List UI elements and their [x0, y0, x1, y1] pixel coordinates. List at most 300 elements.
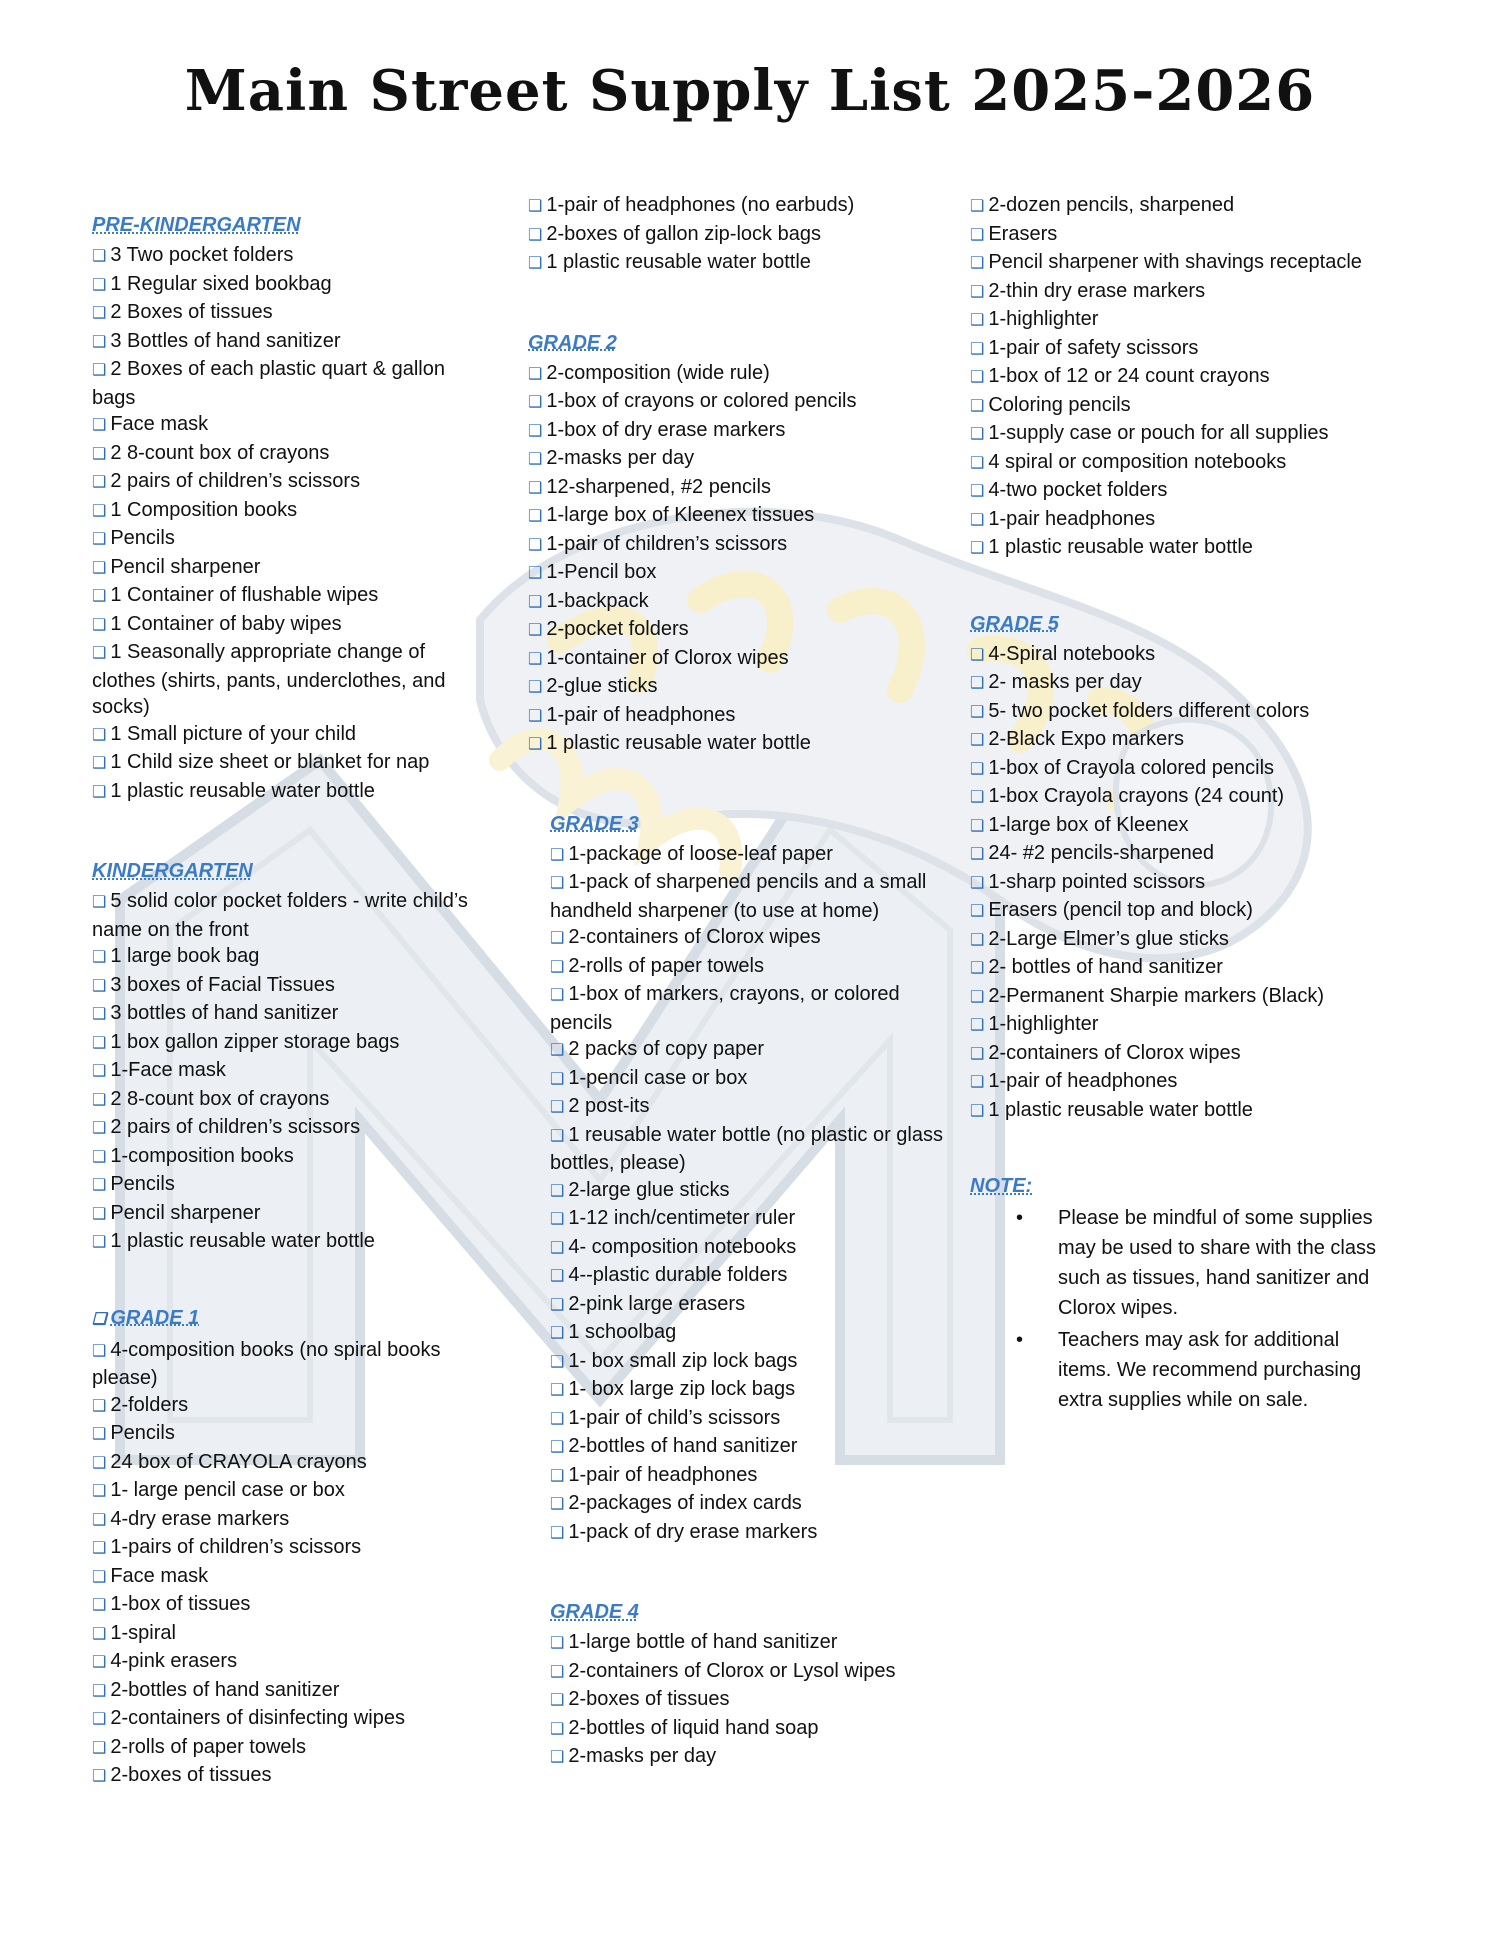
- list-item: [970, 363, 1390, 392]
- checkbox-icon[interactable]: ❑: [92, 417, 107, 434]
- bullet-icon: •: [1016, 1329, 1024, 1351]
- list-item: [528, 502, 958, 531]
- section-grade1: [92, 1305, 482, 1791]
- list-item: [970, 983, 1390, 1012]
- checkbox-icon[interactable]: ❑: [970, 283, 985, 301]
- list-item: [528, 192, 958, 221]
- checkbox-icon[interactable]: ❑: [92, 616, 107, 634]
- checkbox-icon[interactable]: ❑: [528, 508, 543, 525]
- item-text: 1 plastic reusable water bottle: [110, 779, 375, 802]
- item-text: 1 plastic reusable water bottle: [988, 1098, 1253, 1121]
- item-text: 2-containers of Clorox wipes: [568, 926, 821, 948]
- checkbox-icon[interactable]: ❑: [550, 958, 565, 976]
- section-heading-grade3: GRADE 3: [550, 812, 639, 835]
- checkbox-icon[interactable]: ❑: [92, 1006, 107, 1023]
- item-text: 1 Seasonally appropriate change of clothes (shirts, pants, underclothes, and socks): [92, 641, 446, 718]
- checkbox-icon[interactable]: ❑: [92, 1568, 107, 1586]
- checkbox-icon[interactable]: ❑: [550, 1099, 565, 1116]
- list-item: [550, 1686, 958, 1715]
- item-text: 1 Small picture of your child: [110, 722, 357, 745]
- item-text: 24 box of CRAYOLA crayons: [110, 1450, 367, 1473]
- item-text: 3 bottles of hand sanitizer: [110, 1002, 339, 1024]
- list-item: [970, 641, 1390, 670]
- item-text: 2-Permanent Sharpie markers (Black): [988, 984, 1325, 1007]
- list-item: [92, 1420, 482, 1449]
- list-item: [550, 1319, 958, 1348]
- checkbox-icon[interactable]: ❑: [92, 502, 107, 520]
- checkbox-icon[interactable]: ❑: [970, 397, 985, 415]
- list-item: [970, 420, 1390, 449]
- checkbox-icon[interactable]: ❑: [528, 394, 543, 411]
- section-kindergarten: [92, 858, 482, 1257]
- item-text: 1-box of Crayola colored pencils: [988, 756, 1275, 779]
- checkbox-icon[interactable]: ❑: [528, 255, 543, 272]
- checkbox-icon[interactable]: ❑: [550, 1439, 565, 1456]
- checkbox-icon[interactable]: ❑: [550, 1296, 565, 1314]
- checkbox-icon[interactable]: ❑: [550, 987, 565, 1004]
- list-item: [550, 924, 958, 953]
- list-item: [92, 497, 482, 526]
- note-text: Please be mindful of some supplies may be used to share with the class such as tissues, hand sanitizer and Clorox wipes.: [1058, 1207, 1376, 1319]
- checkbox-icon[interactable]: ❑: [92, 1768, 107, 1785]
- list-item: [550, 1348, 958, 1377]
- grade1-continued-items: [528, 192, 958, 278]
- checkbox-icon[interactable]: ❑: [92, 333, 107, 351]
- checkbox-icon[interactable]: ❑: [92, 645, 107, 662]
- item-text: Pencil sharpener: [110, 555, 261, 578]
- checkbox-icon[interactable]: ❑: [92, 276, 107, 294]
- item-text: 1 Regular sixed bookbag: [110, 272, 332, 295]
- item-text: 1-12 inch/centimeter ruler: [568, 1207, 796, 1229]
- list-item: [92, 1086, 482, 1115]
- checkbox-icon[interactable]: ❑: [550, 1663, 565, 1681]
- list-item: [970, 534, 1390, 563]
- item-text: 1 schoolbag: [568, 1321, 677, 1343]
- checkbox-icon[interactable]: ❑: [970, 960, 985, 977]
- item-text: 3 boxes of Facial Tissues: [110, 973, 335, 996]
- item-text: 2-boxes of tissues: [110, 1764, 272, 1786]
- item-text: 3 Bottles of hand sanitizer: [110, 329, 341, 352]
- checkbox-icon[interactable]: ❑: [92, 977, 107, 995]
- section-grade3: [528, 811, 958, 1548]
- item-text: 2-folders: [110, 1393, 189, 1416]
- checkbox-icon[interactable]: ❑: [92, 1397, 107, 1415]
- item-text: 1-sharp pointed scissors: [988, 870, 1206, 893]
- list-item: [550, 1036, 958, 1065]
- column-right: [970, 192, 1390, 1417]
- list-item: [92, 1337, 482, 1392]
- checkbox-icon[interactable]: ❑: [92, 894, 107, 911]
- list-item: [92, 639, 482, 721]
- checkbox-icon[interactable]: ❑: [970, 312, 985, 329]
- item-text: 1-highlighter: [988, 1013, 1099, 1035]
- checkbox-icon[interactable]: ❑: [550, 1042, 565, 1059]
- list-item: [550, 1519, 958, 1548]
- checkbox-icon[interactable]: ❑: [550, 1749, 565, 1766]
- list-item: [92, 1029, 482, 1058]
- checkbox-icon[interactable]: ❑: [970, 1045, 985, 1063]
- checkbox-icon[interactable]: ❑: [528, 226, 543, 244]
- checkbox-icon[interactable]: ❑: [92, 531, 107, 548]
- item-text: 4-pink erasers: [110, 1650, 238, 1672]
- item-text: Pencils: [110, 1422, 175, 1444]
- item-text: Erasers: [988, 222, 1058, 245]
- checkbox-icon[interactable]: ❑: [970, 1017, 985, 1034]
- checkbox-icon[interactable]: ❑: [92, 1234, 107, 1251]
- checkbox-icon[interactable]: ❑: [970, 817, 985, 835]
- list-item: [970, 897, 1390, 926]
- checkbox-icon[interactable]: ❑: [550, 1692, 565, 1709]
- checkbox-icon[interactable]: ❑: [92, 1091, 107, 1109]
- item-text: 1-pencil case or box: [568, 1066, 748, 1089]
- list-item: [92, 356, 482, 411]
- checkbox-icon[interactable]: ❑: [970, 340, 985, 358]
- item-text: 1 box gallon zipper storage bags: [110, 1030, 400, 1053]
- list-item: [970, 249, 1390, 278]
- list-item: [92, 611, 482, 640]
- item-text: 2-masks per day: [546, 447, 695, 469]
- list-item: [92, 411, 482, 440]
- item-text: 1-pair of headphones: [568, 1463, 758, 1486]
- item-text: 1-box of markers, crayons, or colored pencils: [550, 983, 900, 1034]
- grade3-items: [550, 841, 958, 1548]
- checkbox-icon[interactable]: ❑: [970, 540, 985, 557]
- checkbox-icon[interactable]: ❑: [92, 559, 107, 577]
- list-item: [970, 1040, 1390, 1069]
- checkbox-icon[interactable]: ❑: [528, 736, 543, 753]
- item-text: 2 8-count box of crayons: [110, 441, 330, 464]
- checkbox-icon[interactable]: ❑: [550, 1467, 565, 1485]
- checkbox-icon[interactable]: ❑: [550, 1496, 565, 1513]
- checkbox-icon[interactable]: ❑: [970, 646, 985, 664]
- item-text: 2-Black Expo markers: [988, 728, 1184, 750]
- list-item: [528, 417, 958, 446]
- bullet-icon: •: [1016, 1207, 1024, 1229]
- list-item: [92, 328, 482, 357]
- item-text: 1-pair headphones: [988, 507, 1156, 530]
- checkbox-icon[interactable]: ❑: [550, 1410, 565, 1428]
- item-text: 4-dry erase markers: [110, 1507, 290, 1530]
- checkbox-icon[interactable]: ❑: [970, 903, 985, 920]
- item-text: 5 solid color pocket folders - write child’s name on the front: [92, 890, 468, 941]
- checkbox-icon[interactable]: ❑: [970, 988, 985, 1006]
- item-text: 1- box small zip lock bags: [568, 1349, 798, 1372]
- checkbox-icon[interactable]: ❑: [92, 1682, 107, 1700]
- grade5-items: [970, 641, 1390, 1126]
- item-text: 2-pink large erasers: [568, 1292, 746, 1315]
- item-text: 4--plastic durable folders: [568, 1264, 788, 1286]
- item-text: 1-pairs of children’s scissors: [110, 1536, 362, 1558]
- list-item: [970, 506, 1390, 535]
- item-text: 2 Boxes of tissues: [110, 301, 273, 323]
- checkbox-icon[interactable]: ❑: [550, 1211, 565, 1228]
- list-item: [550, 1658, 958, 1687]
- checkbox-icon[interactable]: ❑: [970, 703, 985, 721]
- item-text: 2-bottles of liquid hand soap: [568, 1716, 819, 1739]
- item-text: 2 post-its: [568, 1095, 650, 1117]
- list-item: [550, 1462, 958, 1491]
- checkbox-icon[interactable]: ❑: [528, 565, 543, 582]
- checkbox-icon[interactable]: ❑: [528, 198, 543, 215]
- list-item: [92, 582, 482, 611]
- checkbox-icon[interactable]: ❑: [92, 248, 107, 265]
- list-item: [970, 449, 1390, 478]
- item-text: 1-pair of children’s scissors: [546, 532, 788, 555]
- item-text: 2-containers of Clorox or Lysol wipes: [568, 1659, 896, 1682]
- checkbox-icon[interactable]: ❑: [550, 930, 565, 947]
- checkbox-icon[interactable]: ❑: [92, 755, 107, 772]
- list-item: [92, 749, 482, 778]
- grade1-items: [92, 1337, 482, 1791]
- checkbox-icon[interactable]: ❑: [92, 1342, 107, 1360]
- item-text: 1 plastic reusable water bottle: [546, 732, 811, 754]
- item-text: 1-highlighter: [988, 308, 1099, 330]
- checkbox-icon[interactable]: ❑: [970, 1074, 985, 1091]
- checkbox-icon[interactable]: ❑: [550, 1524, 565, 1542]
- checkbox-icon[interactable]: ❑: [92, 1711, 107, 1728]
- checkbox-icon[interactable]: ❑: [92, 474, 107, 491]
- checkbox-icon[interactable]: ❑: [92, 445, 107, 463]
- checkbox-icon[interactable]: ❑: [970, 426, 985, 443]
- checkbox-icon[interactable]: ❑: [550, 1070, 565, 1088]
- list-item: [550, 869, 958, 924]
- item-text: 2- bottles of hand sanitizer: [988, 956, 1223, 978]
- item-text: 1-pack of sharpened pencils and a small handheld sharpener (to use at home): [550, 871, 927, 922]
- section-heading-grade4: GRADE 4: [550, 1601, 639, 1623]
- item-text: 1-pair of headphones (no earbuds): [546, 194, 855, 216]
- item-text: 1-spiral: [110, 1621, 176, 1644]
- list-item: [92, 1057, 482, 1086]
- item-text: 2 pairs of children’s scissors: [110, 1116, 361, 1138]
- item-text: 1-large bottle of hand sanitizer: [568, 1631, 838, 1653]
- item-text: 1-pair of headphones: [546, 703, 736, 726]
- list-item: [550, 1376, 958, 1405]
- prek-items: [92, 242, 482, 806]
- list-item: [970, 1097, 1390, 1126]
- list-item: [970, 926, 1390, 955]
- list-item: [92, 1143, 482, 1172]
- checkbox-icon[interactable]: ❑: [528, 650, 543, 668]
- list-item: [92, 721, 482, 750]
- item-text: 1-box Crayola crayons (24 count): [988, 785, 1285, 807]
- list-item: [970, 1011, 1390, 1040]
- list-item: [550, 1177, 958, 1206]
- item-text: 2 pairs of children’s scissors: [110, 470, 361, 492]
- list-item: [92, 1705, 482, 1734]
- list-item: [970, 812, 1390, 841]
- checkbox-icon[interactable]: ❑: [528, 365, 543, 383]
- item-text: 2-containers of Clorox wipes: [988, 1041, 1241, 1064]
- list-item: [970, 335, 1390, 364]
- checkbox-icon[interactable]: ❑: [550, 1325, 565, 1342]
- checkbox-icon[interactable]: ❑: [528, 707, 543, 725]
- checkbox-icon[interactable]: ❑: [550, 1382, 565, 1399]
- list-item: [528, 531, 958, 560]
- checkbox-icon[interactable]: ❑: [92, 1310, 107, 1328]
- checkbox-icon[interactable]: ❑: [528, 479, 543, 497]
- list-item: [970, 392, 1390, 421]
- checkbox-icon[interactable]: ❑: [92, 588, 107, 605]
- checkbox-icon[interactable]: ❑: [550, 1182, 565, 1200]
- checkbox-icon[interactable]: ❑: [92, 1454, 107, 1472]
- checkbox-icon[interactable]: ❑: [92, 1625, 107, 1643]
- list-item: [550, 1490, 958, 1519]
- list-item: [550, 1433, 958, 1462]
- checkbox-icon[interactable]: ❑: [92, 1511, 107, 1529]
- list-item: [970, 306, 1390, 335]
- section-grade4: [528, 1599, 958, 1772]
- checkbox-icon[interactable]: ❑: [970, 732, 985, 749]
- checkbox-icon[interactable]: ❑: [970, 483, 985, 500]
- checkbox-icon[interactable]: ❑: [970, 511, 985, 529]
- list-item: [92, 1506, 482, 1535]
- item-text: 2-containers of disinfecting wipes: [110, 1707, 405, 1729]
- checkbox-icon[interactable]: ❑: [970, 1102, 985, 1120]
- item-text: 1-box of dry erase markers: [546, 418, 786, 441]
- item-text: 1-composition books: [110, 1144, 294, 1167]
- item-text: 12-sharpened, #2 pencils: [546, 475, 771, 498]
- list-item: [970, 726, 1390, 755]
- item-text: 2-bottles of hand sanitizer: [568, 1435, 798, 1457]
- checkbox-icon[interactable]: ❑: [92, 1426, 107, 1443]
- list-item: [528, 474, 958, 503]
- list-item: [92, 1762, 482, 1791]
- list-item: [92, 1734, 482, 1763]
- item-text: 1 Composition books: [110, 498, 298, 521]
- item-text: 2-rolls of paper towels: [110, 1735, 306, 1758]
- checkbox-icon[interactable]: ❑: [970, 198, 985, 215]
- item-text: 1-box of crayons or colored pencils: [546, 390, 857, 412]
- checkbox-icon[interactable]: ❑: [970, 846, 985, 863]
- checkbox-icon[interactable]: ❑: [550, 1720, 565, 1738]
- checkbox-icon[interactable]: ❑: [970, 369, 985, 386]
- checkbox-icon[interactable]: ❑: [550, 1635, 565, 1652]
- checkbox-icon[interactable]: ❑: [970, 255, 985, 272]
- checkbox-icon[interactable]: ❑: [92, 1654, 107, 1671]
- list-item: [92, 242, 482, 271]
- checkbox-icon[interactable]: ❑: [92, 783, 107, 801]
- list-item: [970, 1068, 1390, 1097]
- section-prek: [92, 212, 482, 806]
- kindergarten-items: [92, 888, 482, 1257]
- checkbox-icon[interactable]: ❑: [970, 760, 985, 778]
- list-item: [550, 841, 958, 870]
- item-text: 1 Child size sheet or blanket for nap: [110, 751, 430, 773]
- checkbox-icon[interactable]: ❑: [528, 622, 543, 639]
- checkbox-icon[interactable]: ❑: [970, 675, 985, 692]
- item-text: 1-large box of Kleenex tissues: [546, 504, 815, 526]
- checkbox-icon[interactable]: ❑: [92, 362, 107, 379]
- list-item: [92, 1648, 482, 1677]
- list-item: [550, 1715, 958, 1744]
- list-item: [550, 1122, 958, 1177]
- checkbox-icon[interactable]: ❑: [92, 1597, 107, 1614]
- checkbox-icon[interactable]: ❑: [528, 451, 543, 468]
- checkbox-icon[interactable]: ❑: [550, 1353, 565, 1371]
- checkbox-icon[interactable]: ❑: [528, 536, 543, 554]
- list-item: [970, 669, 1390, 698]
- list-item: [528, 730, 958, 759]
- item-text: 1 reusable water bottle (no plastic or glass bottles, please): [550, 1123, 943, 1174]
- checkbox-icon[interactable]: ❑: [92, 1177, 107, 1194]
- checkbox-icon[interactable]: ❑: [528, 422, 543, 440]
- checkbox-icon[interactable]: ❑: [92, 949, 107, 966]
- checkbox-icon[interactable]: ❑: [92, 305, 107, 322]
- checkbox-icon[interactable]: ❑: [92, 1739, 107, 1757]
- list-item: [92, 943, 482, 972]
- grade2-items: [528, 360, 958, 759]
- section-heading-kindergarten: KINDERGARTEN: [92, 860, 253, 882]
- checkbox-icon[interactable]: ❑: [92, 1063, 107, 1080]
- note-items: [970, 1203, 1390, 1415]
- item-text: 2-packages of index cards: [568, 1492, 802, 1514]
- list-item: [92, 1392, 482, 1421]
- grade4-items: [550, 1629, 958, 1772]
- list-item: [550, 1262, 958, 1291]
- item-text: 2-rolls of paper towels: [568, 954, 764, 977]
- grade4-continued-items: [970, 192, 1390, 563]
- checkbox-icon[interactable]: ❑: [970, 931, 985, 949]
- item-text: Pencils: [110, 1173, 175, 1195]
- item-text: 1-large box of Kleenex: [988, 813, 1189, 836]
- section-heading-grade1: [92, 1305, 482, 1333]
- list-item: [528, 249, 958, 278]
- section-heading-grade5: GRADE 5: [970, 612, 1059, 635]
- item-text: 1-package of loose-leaf paper: [568, 842, 833, 865]
- checkbox-icon[interactable]: ❑: [550, 846, 565, 864]
- checkbox-icon[interactable]: ❑: [92, 1205, 107, 1223]
- list-item: [92, 468, 482, 497]
- checkbox-icon[interactable]: ❑: [92, 1540, 107, 1557]
- item-text: 1-pair of safety scissors: [988, 336, 1199, 359]
- checkbox-icon[interactable]: ❑: [550, 1127, 565, 1145]
- section-grade2: [528, 330, 958, 759]
- item-text: Face mask: [110, 413, 209, 435]
- checkbox-icon[interactable]: ❑: [92, 1148, 107, 1166]
- list-item: [92, 525, 482, 554]
- item-text: 1-pair of child’s scissors: [568, 1406, 781, 1429]
- checkbox-icon[interactable]: ❑: [550, 1268, 565, 1285]
- list-item: [550, 1093, 958, 1122]
- checkbox-icon[interactable]: ❑: [92, 1483, 107, 1500]
- checkbox-icon[interactable]: ❑: [528, 593, 543, 611]
- section-heading-grade2: GRADE 2: [528, 331, 617, 354]
- checkbox-icon[interactable]: ❑: [92, 726, 107, 744]
- item-text: 5- two pocket folders different colors: [988, 699, 1310, 722]
- checkbox-icon[interactable]: ❑: [970, 454, 985, 472]
- checkbox-icon[interactable]: ❑: [970, 226, 985, 244]
- item-text: 1-pair of headphones: [988, 1070, 1178, 1092]
- checkbox-icon[interactable]: ❑: [970, 789, 985, 806]
- item-text: 2-large glue sticks: [568, 1178, 730, 1201]
- list-item: [92, 1620, 482, 1649]
- item-text: Erasers (pencil top and block): [988, 899, 1253, 921]
- item-text: 2 8-count box of crayons: [110, 1087, 330, 1110]
- checkbox-icon[interactable]: ❑: [550, 1239, 565, 1257]
- list-item: [92, 1477, 482, 1506]
- list-item: [528, 673, 958, 702]
- list-item: [970, 698, 1390, 727]
- item-text: 1 Container of baby wipes: [110, 612, 342, 635]
- item-text: 1 Container of flushable wipes: [110, 584, 379, 606]
- checkbox-icon[interactable]: ❑: [970, 874, 985, 892]
- checkbox-icon[interactable]: ❑: [92, 1120, 107, 1137]
- checkbox-icon[interactable]: ❑: [550, 875, 565, 892]
- item-text: Pencil sharpener: [110, 1201, 261, 1224]
- checkbox-icon[interactable]: ❑: [92, 1034, 107, 1052]
- item-text: Pencil sharpener with shavings receptacle: [988, 251, 1362, 273]
- checkbox-icon[interactable]: ❑: [528, 679, 543, 696]
